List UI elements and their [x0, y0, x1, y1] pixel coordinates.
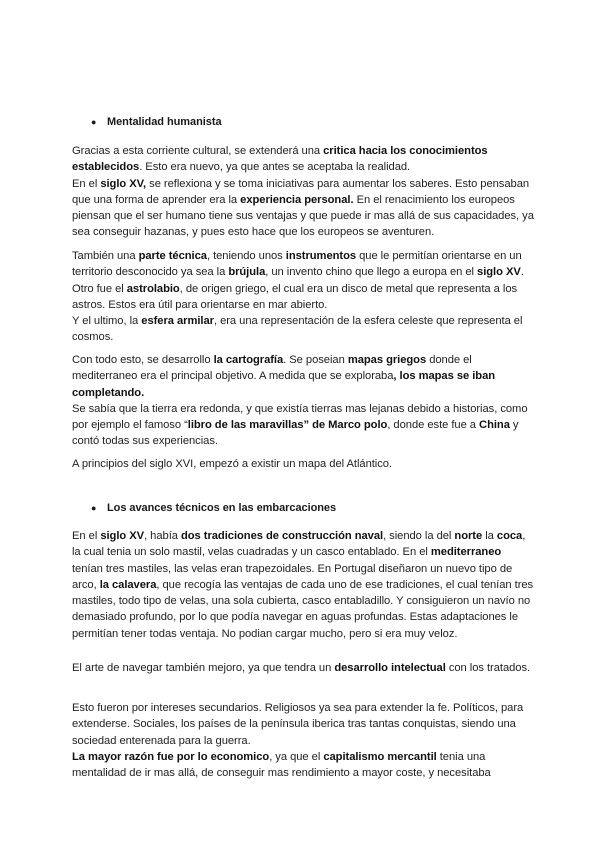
paragraph — [72, 143, 534, 241]
text-run: . Otro fue el — [72, 266, 524, 295]
text-run: . Se poseian — [283, 354, 348, 366]
text-run: , ya que el — [269, 750, 324, 763]
text-run: En el — [72, 177, 101, 190]
text-run: con los tratados. — [445, 662, 531, 674]
bold-text-run: norte — [454, 530, 483, 542]
bold-text-run: parte técnica — [138, 250, 207, 262]
text-run: En el — [72, 530, 101, 542]
bold-text-run: la calavera — [99, 578, 157, 591]
bold-text-run: mapas griegos — [347, 354, 427, 366]
bold-text-run: la cartografía — [213, 354, 284, 366]
text-run: A principios del siglo XVI, empezó a existir un mapa del Atlántico. — [72, 458, 393, 470]
section-heading: ● Mentalidad humanista — [91, 114, 222, 130]
paragraph — [72, 660, 534, 676]
text-run: . Esto era nuevo, ya que antes se aceptaba la realidad. — [139, 161, 411, 174]
text-run: En el renacimiento los europeos piensan que el ser humano tiene sus ventajas y que puede ir mas allá de sus capacidades, ya sea conseguir hazanas, y pues esto hace que los europeos se aventuren. — [72, 193, 534, 239]
bullet-icon: ● — [91, 117, 97, 127]
paragraph — [72, 528, 534, 642]
bold-text-run: dos tradiciones de construcción naval — [180, 530, 384, 542]
text-run: , un invento chino que llego a europa en el — [265, 266, 478, 279]
text-run: Y el ultimo, la — [72, 315, 142, 328]
text-run: El arte de navegar también mejoro, ya que tendra un — [72, 662, 335, 674]
bold-text-run: brújula — [228, 266, 266, 279]
text-run: , había — [144, 530, 181, 542]
bold-text-run: siglo XV — [477, 266, 521, 279]
section-heading: ● Los avances técnicos en las embarcaciones — [91, 500, 336, 516]
paragraph — [72, 700, 534, 781]
bullet-icon: ● — [91, 503, 97, 513]
bold-text-run: instrumentos — [285, 250, 357, 262]
text-run: , era una representación de la esfera celeste que representa el cosmos. — [72, 315, 523, 344]
bold-text-run: critica hacia los conocimientos establecidos — [72, 145, 488, 174]
text-run: , donde este fue a — [387, 419, 480, 432]
bold-text-run: coca — [496, 530, 523, 542]
paragraph — [72, 352, 534, 450]
bold-text-run: China — [479, 419, 510, 432]
text-run: También una — [72, 250, 139, 262]
text-run: donde el mediterraneo era el principal objetivo. A medida que se exploraba — [72, 354, 472, 383]
bold-text-run: La mayor razón fue por lo economico — [72, 750, 270, 763]
text-run: tenían tres mastiles, las velas eran trapezoidales. En Portugal diseñaron un nuevo tipo de arco, — [72, 562, 513, 591]
paragraph — [72, 248, 534, 346]
text-run: tenia una mentalidad de ir mas allá, de conseguir mas rendimiento a mayor coste, y necesitaba — [72, 750, 491, 780]
text-run: , de origen griego, el cual era un disco de metal que representa a los astros. Estos era útil para orientarse en mar abierto. — [72, 282, 518, 311]
text-run: Gracias a esta corriente cultural, se extenderá una — [72, 145, 324, 157]
text-run: , la cual tenia un solo mastil, velas cuadradas y un casco entablado. En el — [72, 530, 526, 559]
text-run: Esto fueron por intereses secundarios. Religiosos ya sea para extender la fe. Políticos, para extenderse. Sociales, los países de la península iberica tras tantas conquistas, siendo una sociedad enterenada para la guerra. — [72, 702, 524, 747]
text-run: se reflexiona y se toma iniciativas para aumentar los saberes. Esto pensaban que una forma de aprender era la — [72, 177, 530, 206]
text-run: , siendo la del — [383, 530, 455, 542]
bold-text-run: capitalismo mercantil — [323, 750, 437, 763]
bold-text-run: , los mapas se iban completando. — [72, 370, 496, 399]
text-run: y contó todas sus experiencias. — [72, 419, 519, 448]
paragraph — [72, 456, 534, 472]
bold-text-run: libro de las maravillas” de Marco polo — [187, 419, 388, 432]
bold-text-run: desarrollo intelectual — [334, 662, 446, 674]
text-run: , que recogía las ventajas de cada uno de ese tradiciones, el cual tenían tres mastiles, todo tipo de velas, una sola cubierta, casco entabladillo. Y consiguieron un navío no demasiado profundo, por lo que podía navegar en aguas profundas. Estas adaptaciones le permitían tener todas ventaja. No podian cargar mucho, pero si era muy veloz. — [72, 578, 534, 640]
bold-text-run: mediterraneo — [430, 546, 502, 559]
bold-text-run: siglo XV, — [100, 177, 147, 190]
bold-text-run: siglo XV — [100, 530, 145, 542]
bold-text-run: esfera armilar — [141, 315, 214, 328]
text-run: la — [482, 530, 497, 542]
text-run: que le permitían orientarse en un territorio desconocido ya sea la — [72, 250, 522, 279]
bold-text-run: astrolabio — [126, 282, 180, 295]
text-run: , teniendo unos — [206, 250, 286, 262]
bold-text-run: experiencia personal. — [240, 193, 354, 206]
text-run: Con todo esto, se desarrollo — [72, 354, 214, 366]
text-run: Se sabía que la tierra era redonda, y que existía tierras mas lejanas debido a historias, como por ejemplo el famoso “ — [72, 402, 528, 432]
